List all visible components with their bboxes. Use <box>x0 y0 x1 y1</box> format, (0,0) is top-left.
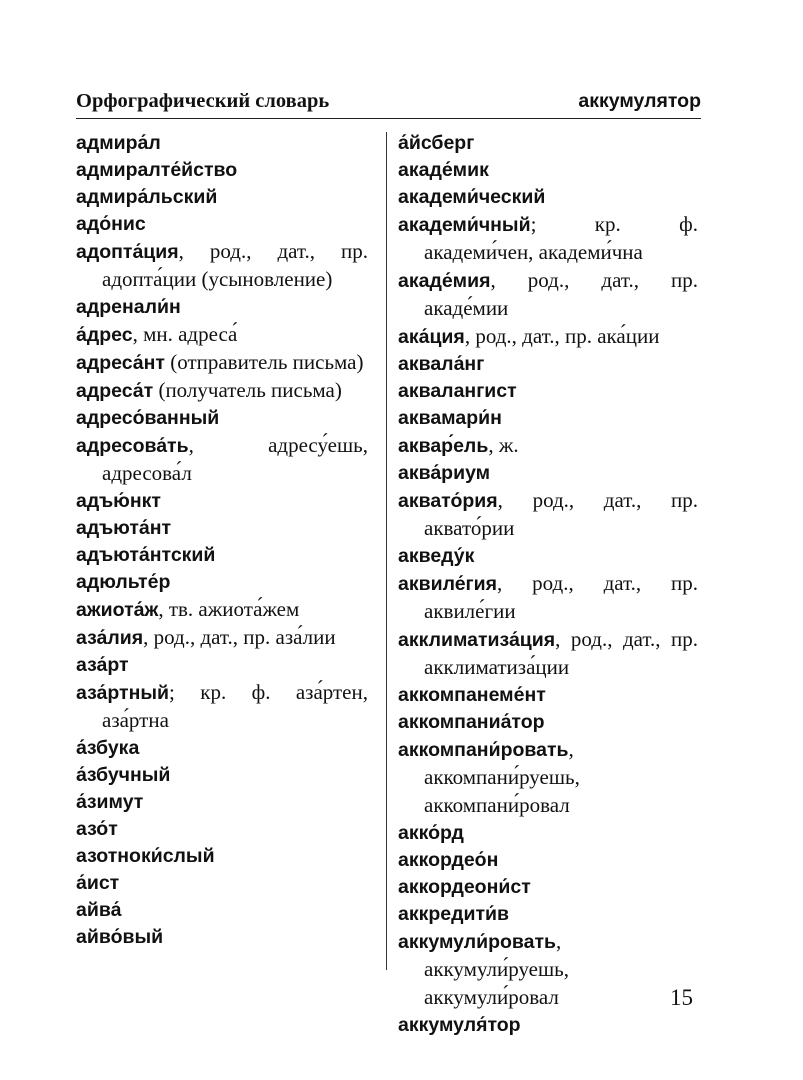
entry-headword: адопта́ция <box>76 241 179 263</box>
entry-headword: аква́риум <box>398 462 491 484</box>
entry-headword: адренали́н <box>76 296 181 318</box>
entry-definition: , тв. ажиота́жем <box>158 597 300 621</box>
entry-headword: ака́ция <box>398 326 465 348</box>
dictionary-entry <box>76 377 368 405</box>
entry-headword: адъю́нкт <box>76 490 161 512</box>
entry-headword: аккомпани́ровать <box>398 739 569 761</box>
entry-definition: , род., дат., пр. аквиле́гии <box>424 571 698 623</box>
dictionary-entry <box>76 432 368 488</box>
entry-headword: адреса́т <box>76 380 154 402</box>
entry-headword: а́збука <box>76 737 140 759</box>
entry-headword: а́дрес <box>76 324 133 346</box>
entry-definition: , род., дат., пр. акаде́мии <box>424 268 698 320</box>
entry-headword: айва́ <box>76 899 122 921</box>
dictionary-entry <box>398 157 698 184</box>
entry-headword: академи́ческий <box>398 186 546 208</box>
dictionary-entry <box>398 874 698 901</box>
dictionary-entry <box>398 460 698 487</box>
entry-headword: адмиралте́йство <box>76 159 238 181</box>
entry-headword: адъюта́нт <box>76 517 172 539</box>
entry-headword: адресо́ванный <box>76 407 220 429</box>
entry-headword: а́йсберг <box>398 132 475 154</box>
dictionary-entry <box>398 184 698 211</box>
dictionary-entry <box>398 847 698 874</box>
dictionary-entry <box>76 542 368 569</box>
entry-definition: , род., дат., пр. ака́ции <box>464 324 660 348</box>
entry-headword: айво́вый <box>76 926 164 948</box>
entry-definition: , мн. адреса́ <box>132 322 238 346</box>
entry-definition: , аккумули́руешь, аккумули́ровал <box>424 929 570 1009</box>
page-number: 15 <box>670 985 693 1010</box>
column-divider <box>386 132 387 970</box>
entry-headword: аккомпанеме́нт <box>398 684 546 706</box>
entry-headword: адюльте́р <box>76 571 171 593</box>
entry-headword: азо́т <box>76 818 118 840</box>
entry-headword: адмира́льский <box>76 186 218 208</box>
entry-headword: акведу́к <box>398 545 475 567</box>
dictionary-entry <box>398 487 698 543</box>
entry-definition: , ж. <box>488 433 519 457</box>
dictionary-entry <box>398 405 698 432</box>
entry-headword: азотноки́слый <box>76 845 215 867</box>
dictionary-entry <box>398 626 698 682</box>
dictionary-entry <box>76 184 368 211</box>
dictionary-entry <box>398 736 698 820</box>
dictionary-entry <box>76 157 368 184</box>
dictionary-entry <box>398 901 698 928</box>
entry-headword: адмира́л <box>76 132 161 154</box>
dictionary-entry <box>76 211 368 238</box>
entry-definition: , род., дат., пр. акклиматиза́ции <box>424 627 698 679</box>
entry-headword: аза́ртный <box>76 682 169 704</box>
dictionary-entry <box>76 130 368 157</box>
entry-headword: акклиматиза́ция <box>398 629 556 651</box>
entry-definition: ; кр. ф. академи́чен, академи́чна <box>424 212 698 264</box>
dictionary-entry <box>76 569 368 596</box>
entry-headword: аквамари́н <box>398 407 502 429</box>
entry-headword: а́зимут <box>76 791 144 813</box>
entry-headword: адъюта́нтский <box>76 544 216 566</box>
dictionary-entry <box>398 432 698 460</box>
entry-headword: аквалангист <box>398 380 517 402</box>
dictionary-entry <box>76 488 368 515</box>
entry-headword: аквиле́гия <box>398 573 498 595</box>
entry-definition: , род., дат., пр. аза́лии <box>143 625 336 649</box>
entry-headword: а́ист <box>76 872 120 894</box>
entry-definition: ; кр. ф. аза́ртен, аза́ртна <box>102 680 368 732</box>
dictionary-entry <box>398 267 698 323</box>
dictionary-entry <box>76 405 368 432</box>
entry-headword: аза́лия <box>76 627 144 649</box>
dictionary-entry <box>76 349 368 377</box>
dictionary-entry <box>398 351 698 378</box>
entry-headword: акко́рд <box>398 822 464 844</box>
dictionary-entry <box>398 130 698 157</box>
dictionary-entry <box>76 816 368 843</box>
header-rule <box>76 118 701 119</box>
entry-headword: академи́чный <box>398 214 531 236</box>
entry-headword: аккредити́в <box>398 903 510 925</box>
dictionary-entry <box>76 238 368 294</box>
entry-definition: , адресу́ешь, адресова́л <box>102 433 368 485</box>
entry-definition: , род., дат., пр. адопта́ции (усыновление) <box>102 239 368 291</box>
entry-headword: адреса́нт <box>76 352 165 374</box>
entry-headword: аквала́нг <box>398 353 485 375</box>
entry-headword: аза́рт <box>76 654 129 676</box>
dictionary-entry <box>76 294 368 321</box>
dictionary-entry <box>398 709 698 736</box>
dictionary-entry <box>76 924 368 951</box>
dictionary-entry <box>76 735 368 762</box>
dictionary-entry <box>398 928 698 1012</box>
entry-definition: (получатель письма) <box>153 378 342 402</box>
left-column <box>76 130 368 951</box>
dictionary-entry <box>398 682 698 709</box>
running-head-left: Орфографический словарь <box>76 90 330 112</box>
entry-definition: , аккомпани́руешь, аккомпани́ровал <box>424 737 580 817</box>
dictionary-entry <box>76 596 368 624</box>
dictionary-entry <box>76 762 368 789</box>
dictionary-entry <box>76 321 368 349</box>
entry-headword: аквар́ель <box>398 435 489 457</box>
right-column <box>398 130 698 1039</box>
entry-headword: аккордеони́ст <box>398 876 531 898</box>
running-head-right: аккумулятор <box>578 90 701 112</box>
entry-headword: аккумуля́тор <box>398 1014 521 1036</box>
dictionary-entry <box>398 570 698 626</box>
dictionary-entry <box>398 378 698 405</box>
entry-headword: акаде́мия <box>398 270 491 292</box>
entry-definition: (отправитель письма) <box>164 350 364 374</box>
entry-headword: аккомпаниа́тор <box>398 711 545 733</box>
entry-headword: акаде́мик <box>398 159 489 181</box>
dictionary-entry <box>76 624 368 652</box>
dictionary-entry <box>398 543 698 570</box>
entry-headword: адо́нис <box>76 213 146 235</box>
dictionary-entry <box>398 1012 698 1039</box>
dictionary-entry <box>76 789 368 816</box>
dictionary-entry <box>76 897 368 924</box>
dictionary-entry <box>398 211 698 267</box>
dictionary-entry <box>76 679 368 735</box>
entry-headword: а́збучный <box>76 764 171 786</box>
entry-headword: аккордео́н <box>398 849 499 871</box>
entry-definition: , род., дат., пр. аквато́рии <box>424 488 698 540</box>
entry-headword: ажиота́ж <box>76 599 159 621</box>
dictionary-entry <box>76 515 368 542</box>
dictionary-entry <box>398 323 698 351</box>
entry-headword: аккумули́ровать <box>398 931 557 953</box>
entry-headword: адресова́ть <box>76 435 189 457</box>
dictionary-entry <box>76 870 368 897</box>
entry-headword: аквато́рия <box>398 490 498 512</box>
dictionary-entry <box>398 820 698 847</box>
dictionary-entry <box>76 652 368 679</box>
dictionary-entry <box>76 843 368 870</box>
